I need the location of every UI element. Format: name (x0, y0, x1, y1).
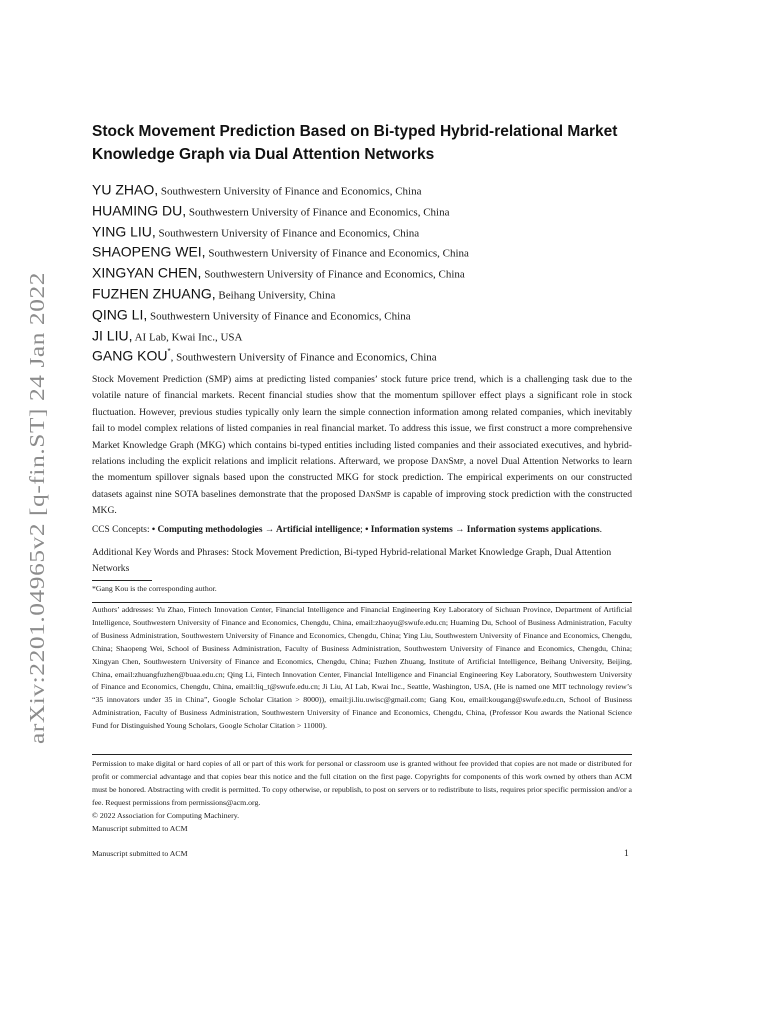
corresponding-author-note: *Gang Kou is the corresponding author. (92, 584, 217, 593)
permission-rule (92, 754, 632, 755)
author-name: JI LIU, (92, 326, 133, 343)
ccs-concepts (92, 522, 637, 538)
ccs-concept: • Computing methodologies → Artificial intelligence (151, 525, 361, 535)
page-footer: Manuscript submitted to ACM (92, 849, 188, 858)
abstract-text: Stock Movement Prediction (SMP) aims at predicting listed companies’ stock future price trend, which is a challenging task due to the volatile nature of financial markets. Recent financial studies show that the momentum spillover effect plays a significant role in stock fluctuation. However, previous studies typically only learn the simple connection information among related companies, which inevitably fail to model complex relations of listed companies in real financial market. To address this issue, we first construct a more comprehensive Market Knowledge Graph (MKG) which contains bi-typed entities including listed companies and their associated executives, and hybrid-relations including the explicit relations and implicit relations. Afterward, we propose (92, 374, 632, 468)
abstract-text: , a novel Dual Attention Networks to learn the momentum spillover signals based upon the constructed MKG for stock prediction. The empirical experiments on our constructed datasets against nine SOTA baselines demonstrate that the proposed (92, 456, 632, 500)
author-name: YING LIU, (92, 222, 156, 239)
ccs-concept: • Information systems → Information systems applications (365, 525, 600, 535)
arxiv-identifier-text: arXiv:2201.04965v2 [q-fin.ST] 24 Jan 2022 (25, 352, 49, 744)
authors-addresses: Authors’ addresses: Yu Zhao, Fintech Innovation Center, Financial Intelligence and Financial Engineering Key Laboratory of Sichuan Province, Department of Artificial Intelligence, Southwestern University of Finance and Economics, Chengdu, China, email:zhaoyu@swufe.edu.cn; Huaming Du, School of Business Administration, Faculty of Business Administration, Southwestern University of Finance and Economics, Chengdu, China; Ying Liu, Southwestern University of Finance and Economics, Chengdu, China; Shaopeng Wei, School of Business Administration, Faculty of Business Administration, Southwestern University of Finance and Economics, Chengdu, China; Xingyan Chen, Southwestern University of Finance and Economics, Chengdu, China; Fuzhen Zhuang, Institute of Artificial Intelligence, Beihang University, Beijing, China, email:zhuangfuzhen@buaa.edu.cn; Qing Li, Fintech Innovation Center, Financial Intelligence and Financial Engineering Key Laboratory, Southwestern University of Finance and Economics, Chengdu, China, email:liq_t@swufe.edu.cn; Ji Liu, AI Lab, Kwai Inc., Seattle, Washington, USA, (He is named one MIT technology review’s “35 innovators under 35 in China”, Google Scholar Citation > 8000)), email:ji.liu.uwisc@gmail.com; Gang Kou, email:kougang@swufe.edu.cn, School of Business Administration, Faculty of Business Administration, Southwestern University of Finance and Economics, Chengdu, China, (Professor Kou awards the National Science Fund for Distinguished Young Scholars, Google Scholar Citation > 11000). (92, 605, 632, 731)
author-affiliation: Southwestern University of Finance and Economics, China (147, 310, 411, 323)
author-entry (92, 301, 652, 322)
author-entry (92, 280, 652, 301)
author-name: HUAMING DU, (92, 202, 187, 219)
author-affiliation: Southwestern University of Finance and Economics, China (201, 268, 465, 281)
permission-notice: Permission to make digital or hard copies of all or part of this work for personal or classroom use is granted without fee provided that copies are not made or distributed for profit or commercial advantage and that copies bear this notice and the full citation on the first page. Copyrights for components of this work owned by others than ACM must be honored. Abstracting with credit is permitted. To copy otherwise, or republish, to post on servers or to redistribute to lists, requires prior specific permission and/or a fee. Request permissions from permissions@acm.org. (92, 759, 632, 807)
model-name: DanSmp (431, 456, 464, 468)
author-name: FUZHEN ZHUANG, (92, 285, 216, 302)
model-name: DanSmp (358, 488, 391, 500)
ccs-label: CCS Concepts: (92, 525, 152, 535)
author-name: QING LI, (92, 306, 148, 323)
author-entry (92, 259, 652, 280)
author-entry (92, 238, 652, 259)
author-entry (92, 342, 652, 363)
author-affiliation: Southwestern University of Finance and Economics, China (186, 206, 450, 219)
author-affiliation: Southwestern University of Finance and Economics, China (155, 226, 420, 239)
submission-note: Manuscript submitted to ACM (92, 824, 188, 833)
author-entry (92, 197, 652, 218)
paper-title: Stock Movement Prediction Based on Bi-typed Hybrid-relational Market Knowledge Graph via Dual Attention Networks (92, 123, 618, 163)
author-entry (92, 322, 652, 343)
author-affiliation: , Southwestern University of Finance and Economics, China (170, 351, 437, 364)
page-number: 1 (624, 849, 629, 859)
copyright-line: © 2022 Association for Computing Machinery. (92, 811, 240, 820)
author-name: SHAOPENG WEI, (92, 243, 206, 260)
abstract (92, 372, 632, 520)
addresses-rule (92, 602, 632, 603)
author-name: GANG KOU (92, 347, 168, 364)
ccs-separator: ; (360, 525, 366, 535)
author-list (92, 176, 652, 363)
author-entry (92, 176, 652, 197)
arxiv-identifier (14, 268, 56, 748)
ccs-end: . (599, 525, 602, 535)
footnote-rule (92, 580, 152, 581)
author-name: YU ZHAO, (92, 181, 159, 198)
author-affiliation: Southwestern University of Finance and Economics, China (158, 185, 422, 198)
keywords: Additional Key Words and Phrases: Stock Movement Prediction, Bi-typed Hybrid-relational Market Knowledge Graph, Dual Attention Networks (92, 547, 612, 575)
author-affiliation: Beihang University, China (215, 289, 336, 302)
author-affiliation: AI Lab, Kwai Inc., USA (132, 330, 243, 343)
author-name: XINGYAN CHEN, (92, 264, 202, 281)
abstract-text: is capable of improving stock prediction with the constructed MKG. (92, 488, 632, 517)
author-affiliation: Southwestern University of Finance and Economics, China (205, 247, 469, 260)
author-entry (92, 218, 652, 239)
author-sup: * (167, 347, 171, 357)
